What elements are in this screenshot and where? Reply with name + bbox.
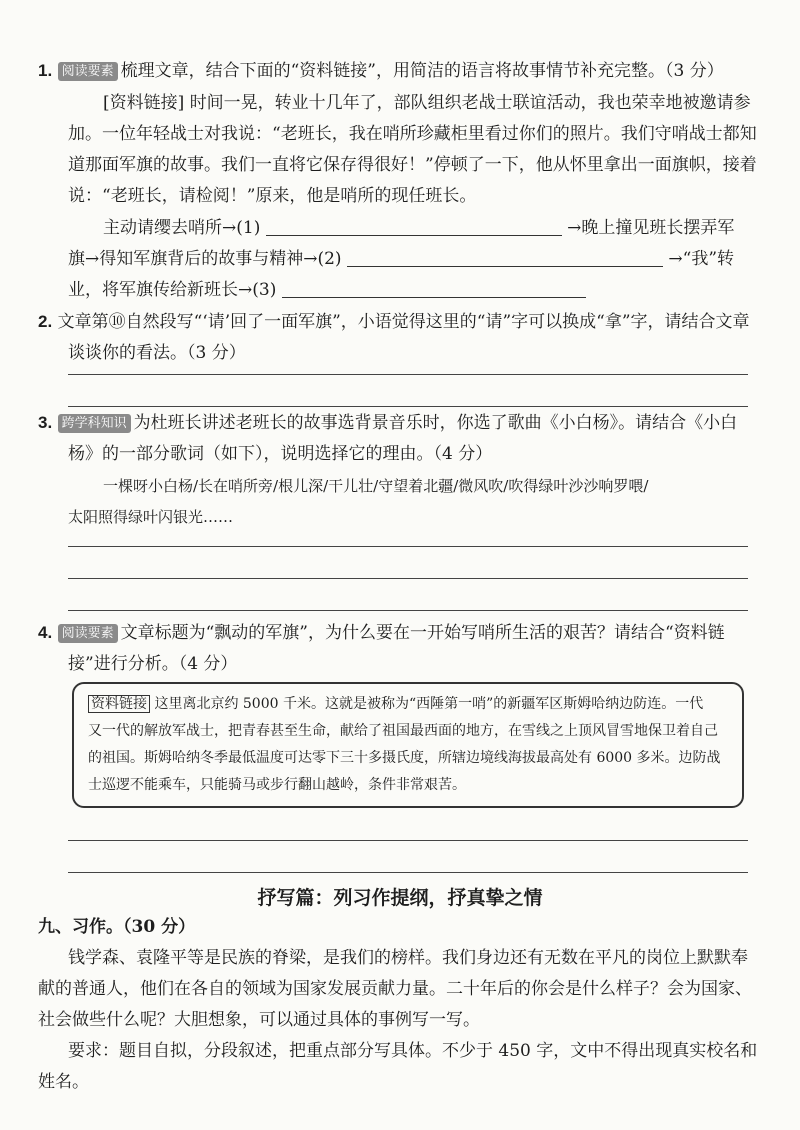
- q4-number: 4.: [38, 623, 53, 642]
- q4-box-line4: 士巡逻不能乘车，只能骑马或步行翻山越岭，条件非常艰苦。: [88, 777, 466, 793]
- q4-box-line3: 的祖国。斯姆哈纳冬季最低温度可达零下三十多摄氏度，所辖边境线海拔最高处有 6000 多米。边防战: [88, 750, 721, 766]
- q1-plot-c-start: 业，将军旗传给新班长→(3): [68, 280, 277, 300]
- q3-line1: [38, 411, 737, 435]
- q2-text1: 文章第⑩自然段写“‘请’回了一面军旗”，小语觉得这里的“请”字可以换成“拿”字，请结合文章: [57, 312, 750, 332]
- q2-answer-line-1[interactable]: [68, 374, 748, 375]
- q4-box-line2: 又一代的解放军战士，把青春甚至生命，献给了祖国最西面的地方，在雪线之上顶风冒雪地保卫着自己: [88, 723, 718, 739]
- q1-link-line3: 道那面军旗的故事。我们一直将它保存得很好！”停顿了一下，他从怀里拿出一面旗帜，接着: [68, 155, 757, 175]
- q1-plot-row1: [103, 216, 734, 240]
- q4-box-text1: 这里离北京约 5000 千米。这就是被称为“西陲第一哨”的新疆军区斯姆哈纳边防连。一代: [154, 696, 704, 712]
- q1-tag: 阅读要素: [58, 62, 118, 81]
- q2-answer-line-2[interactable]: [68, 406, 748, 407]
- q4-link-box: [72, 682, 744, 808]
- q4-line1: [38, 621, 725, 645]
- q2-line2: 谈谈你的看法。（3 分）: [68, 343, 246, 363]
- q9-heading: 九、习作。（30 分）: [38, 917, 196, 937]
- q4-line2: 接”进行分析。（4 分）: [68, 654, 238, 674]
- q3-lyric2: 太阳照得绿叶闪银光……: [68, 508, 234, 526]
- q9-para-line3: 社会做些什么呢？大胆想象，可以通过具体的事例写一写。: [38, 1010, 480, 1030]
- q4-answer-line-2[interactable]: [68, 872, 748, 873]
- q1-plot-a-end: →晚上撞见班长摆弄军: [567, 218, 735, 238]
- q9-req-line2: 姓名。: [38, 1072, 89, 1092]
- q3-tag: 跨学科知识: [58, 414, 131, 433]
- q1-plot-row3: [68, 278, 586, 302]
- q3-line2: 杨》的一部分歌词（如下），说明选择它的理由。（4 分）: [68, 444, 493, 464]
- q1-link-line4: 说：“老班长，请检阅！”原来，他是哨所的现任班长。: [68, 186, 477, 206]
- q1-blank-2[interactable]: [347, 248, 663, 267]
- q4-text1: 文章标题为“飘动的军旗”，为什么要在一开始写哨所生活的艰苦？请结合“资料链: [120, 623, 725, 643]
- q1-prompt: 梳理文章，结合下面的“资料链接”，用简洁的语言将故事情节补充完整。（3 分）: [120, 61, 724, 81]
- q1-plot-start: 主动请缨去哨所→(1): [103, 218, 261, 238]
- q3-text1: 为杜班长讲述老班长的故事选背景音乐时，你选了歌曲《小白杨》。请结合《小白: [133, 413, 738, 433]
- q9-para-line1: 钱学森、袁隆平等是民族的脊梁，是我们的榜样。我们身边还有无数在平凡的岗位上默默奉: [68, 948, 748, 968]
- q3-number: 3.: [38, 413, 53, 432]
- q4-answer-line-1[interactable]: [68, 840, 748, 841]
- q4-box-line1: [88, 694, 703, 714]
- q1-blank-1[interactable]: [266, 217, 562, 236]
- q2-line1: [38, 310, 750, 334]
- q3-answer-line-1[interactable]: [68, 546, 748, 547]
- q1-link-line2: 加。一位年轻战士对我说：“老班长，我在哨所珍藏柜里看过你们的照片。我们守哨战士都知: [68, 124, 757, 144]
- q9-req-line1: 要求：题目自拟，分段叙述，把重点部分写具体。不少于 450 字，文中不得出现真实校名和: [68, 1041, 758, 1061]
- q1-link-line1: [资料链接] 时间一晃，转业十几年了，部队组织老战士联谊活动，我也荣幸地被邀请参: [103, 93, 751, 113]
- q1-plot-row2: [68, 247, 734, 271]
- section-title: 抒写篇：列习作提纲，抒真挚之情: [257, 887, 543, 909]
- q1-header: [38, 59, 724, 83]
- q4-tag: 阅读要素: [58, 624, 118, 643]
- q1-blank-3[interactable]: [282, 279, 586, 298]
- q1-number: 1.: [38, 61, 53, 80]
- q1-plot-b-start: 旗→得知军旗背后的故事与精神→(2): [68, 249, 342, 269]
- q9-para-line2: 献的普通人，他们在各自的领域为国家发展贡献力量。二十年后的你会是什么样子？会为国家、: [38, 979, 752, 999]
- q2-number: 2.: [38, 312, 53, 331]
- q1-link-text1: 时间一晃，转业十几年了，部队组织老战士联谊活动，我也荣幸地被邀请参: [189, 93, 751, 113]
- q4-link-mark: 资料链接: [88, 695, 150, 713]
- q1-link-mark: 资料链接: [109, 93, 178, 113]
- q1-plot-b-end: →“我”转: [668, 249, 735, 269]
- q3-answer-line-2[interactable]: [68, 578, 748, 579]
- q3-answer-line-3[interactable]: [68, 610, 748, 611]
- q3-lyric1: 一棵呀小白杨/长在哨所旁/根儿深/干儿壮/守望着北疆/微风吹/吹得绿叶沙沙响罗喂/: [103, 477, 649, 495]
